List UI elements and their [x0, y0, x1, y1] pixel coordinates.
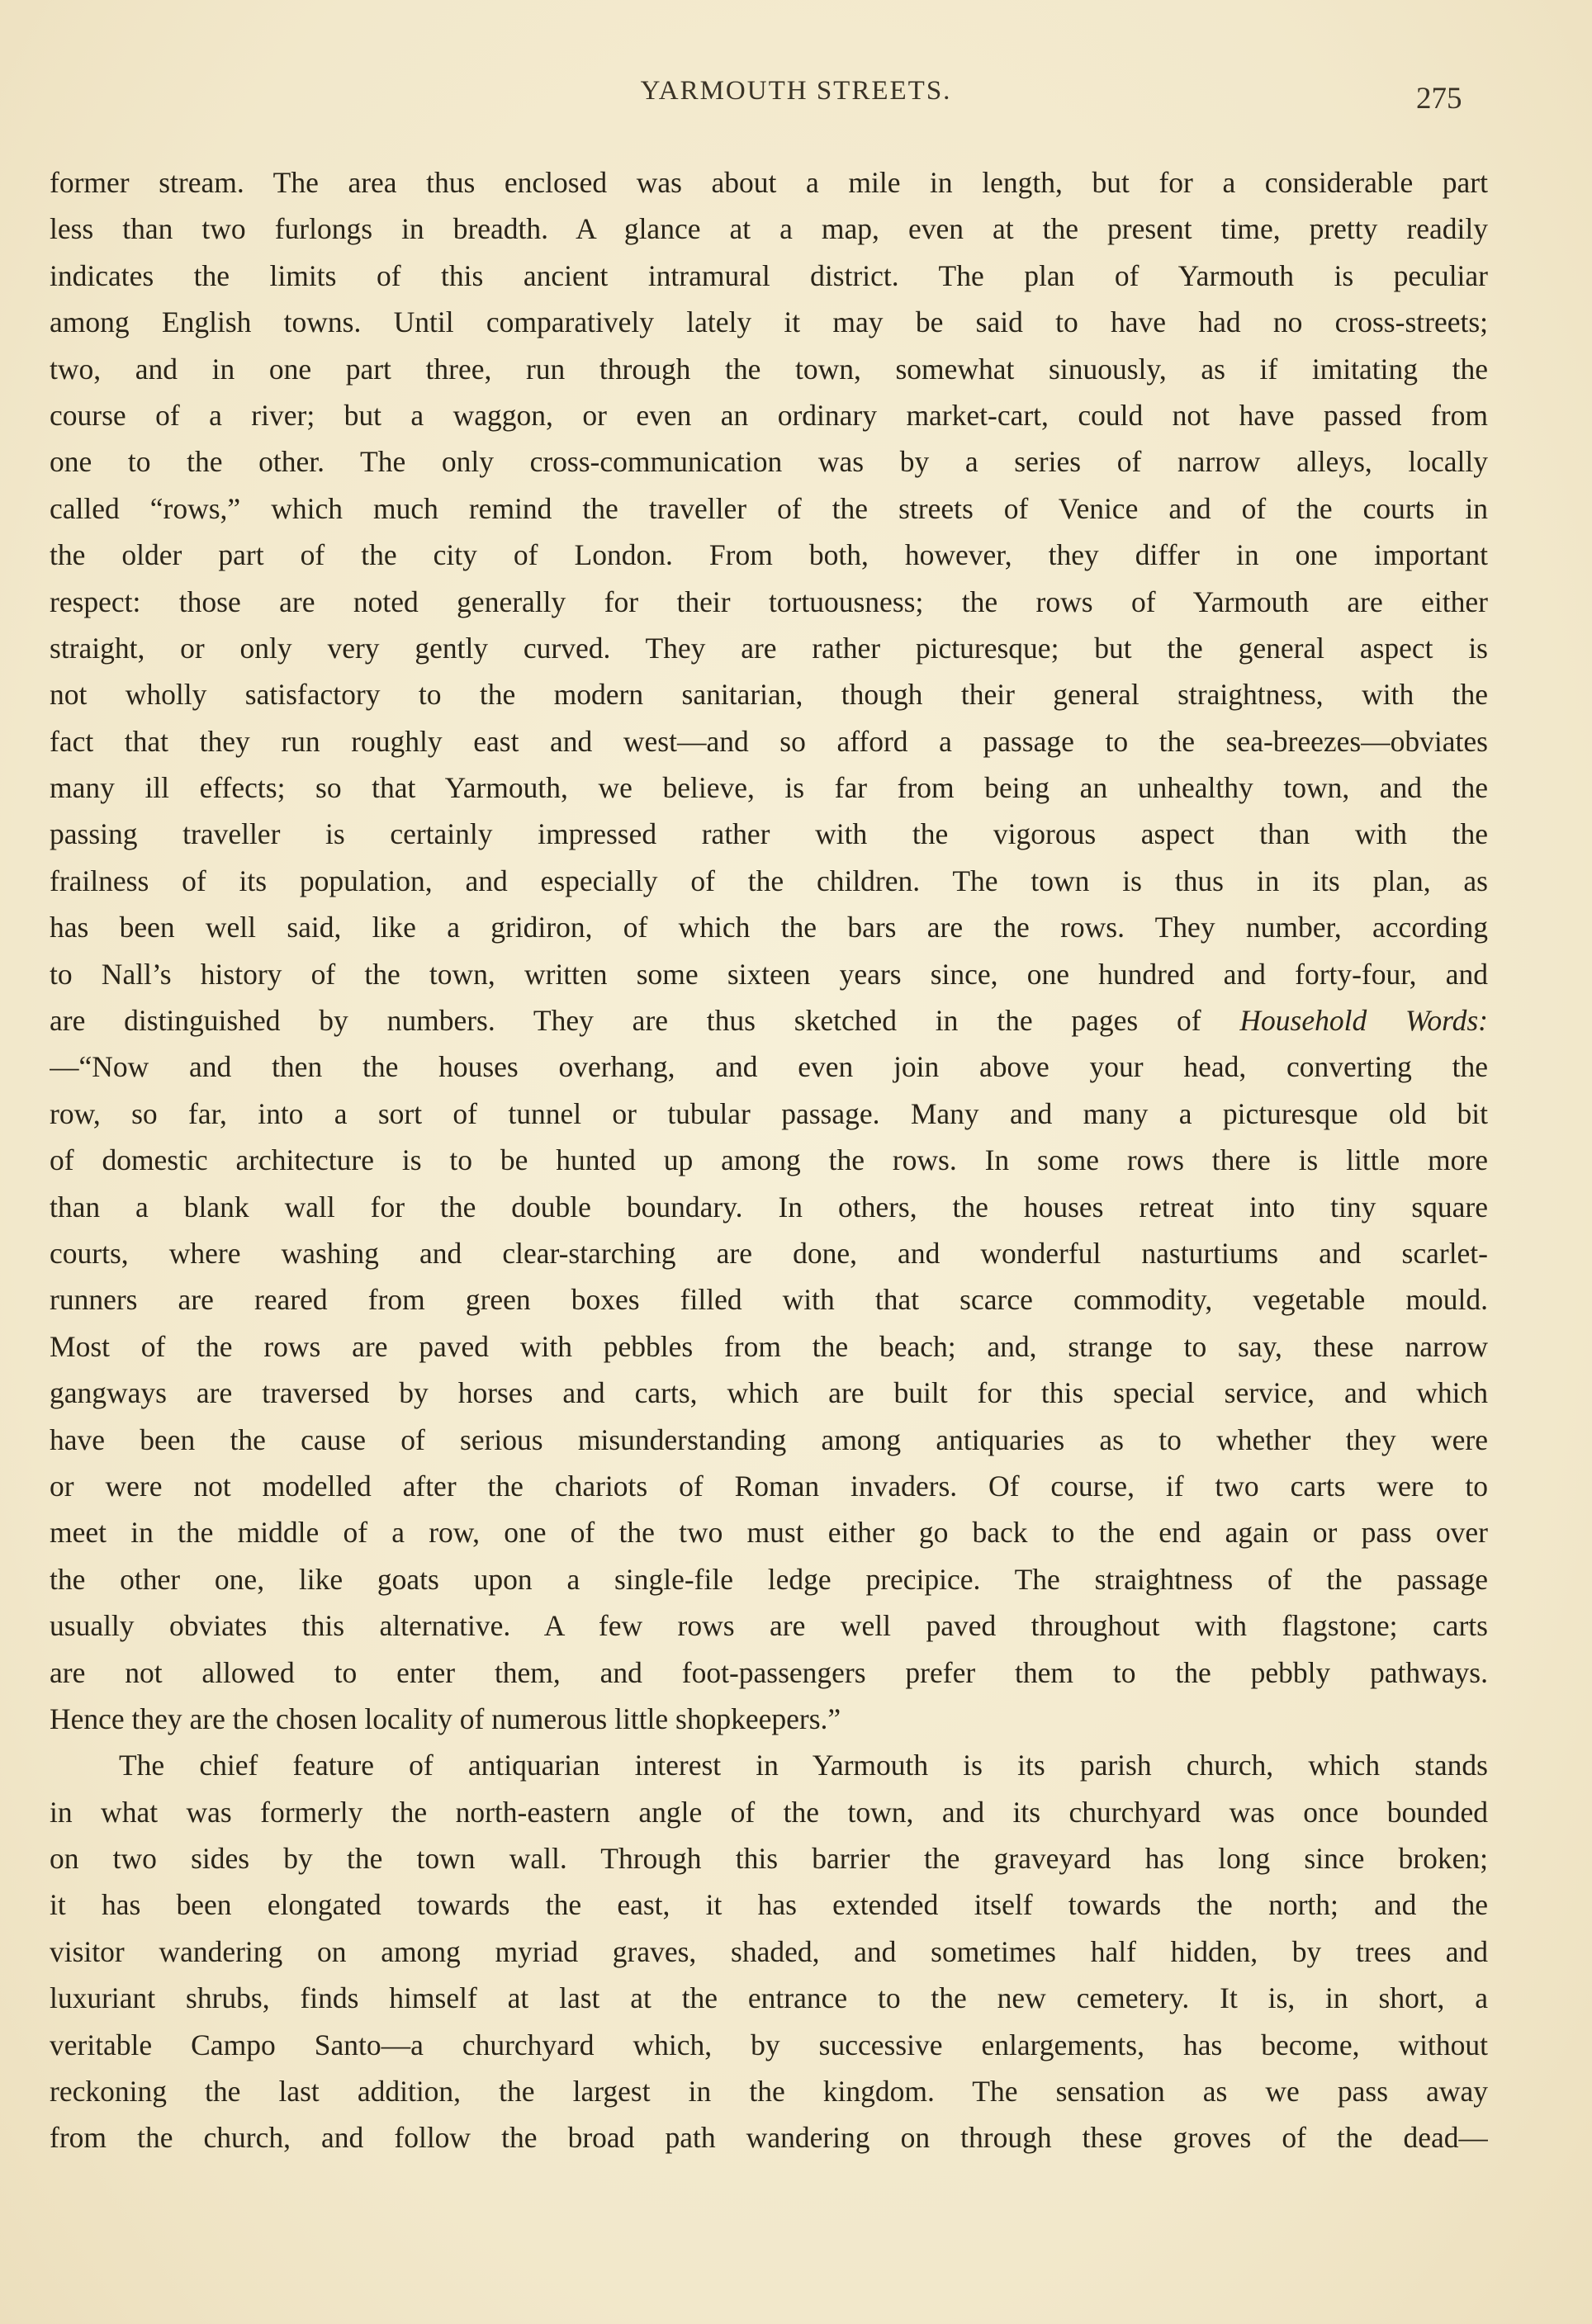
text-line: passing traveller is certainly impressed rather with the vigorous aspect than with the	[50, 817, 1488, 851]
running-title: YARMOUTH STREETS.	[640, 76, 952, 106]
text-line: Hence they are the chosen locality of numerous little shopkeepers.”	[50, 1702, 841, 1735]
body-text	[50, 159, 1488, 2161]
text-line: courts, where washing and clear-starching are done, and wonderful nasturtiums and scarlet-	[50, 1236, 1488, 1270]
text-line: The chief feature of antiquarian interest in Yarmouth is its parish church, which stands	[119, 1749, 1488, 1782]
text-line-with-italic	[50, 997, 1488, 1044]
text-line: it has been elongated towards the east, it has extended itself towards the north; and the	[50, 1888, 1488, 1922]
text-line: two, and in one part three, run through the town, somewhat sinuously, as if imitating the	[50, 352, 1488, 386]
italic-title: Household Words:	[1239, 1004, 1488, 1038]
running-head	[0, 76, 1592, 117]
text-line: reckoning the last addition, the largest in the kingdom. The sensation as we pass away	[50, 2075, 1488, 2109]
text-line: are not allowed to enter them, and foot-passengers prefer them to the pebbly pathways.	[50, 1655, 1488, 1689]
text-line: of domestic architecture is to be hunted up among the rows. In some rows there is little more	[50, 1143, 1488, 1177]
text-line: gangways are traversed by horses and carts, which are built for this special service, and which	[50, 1376, 1488, 1410]
text-line: called “rows,” which much remind the traveller of the streets of Venice and of the courts in	[50, 491, 1488, 525]
text-line: respect: those are noted generally for their tortuousness; the rows of Yarmouth are either	[50, 585, 1488, 618]
text-line: one to the other. The only cross-communication was by a series of narrow alleys, locally	[50, 445, 1488, 479]
text-line: luxuriant shrubs, finds himself at last at the entrance to the new cemetery. It is, in short, a	[50, 1981, 1488, 2015]
text-line: fact that they run roughly east and west—and so afford a passage to the sea-breezes—obviates	[50, 724, 1488, 758]
page-number: 275	[1416, 82, 1462, 116]
text-line: course of a river; but a waggon, or even an ordinary market-cart, could not have passed from	[50, 398, 1488, 432]
text-line: veritable Campo Santo—a churchyard which, by successive enlargements, has become, without	[50, 2028, 1488, 2061]
text-line: indicates the limits of this ancient intramural district. The plan of Yarmouth is peculiar	[50, 258, 1488, 292]
text-span: are distinguished by numbers. They are thus sketched in the pages of	[50, 1004, 1240, 1038]
text-line: straight, or only very gently curved. They are rather picturesque; but the general aspect is	[50, 631, 1488, 665]
text-line: on two sides by the town wall. Through this barrier the graveyard has long since broken;	[50, 1842, 1488, 1876]
text-line: among English towns. Until comparatively lately it may be said to have had no cross-streets;	[50, 305, 1488, 339]
text-line: not wholly satisfactory to the modern sanitarian, though their general straightness, with the	[50, 678, 1488, 712]
text-line: —“Now and then the houses overhang, and even join above your head, converting the	[50, 1050, 1488, 1084]
text-line: or were not modelled after the chariots of Roman invaders. Of course, if two carts were to	[50, 1469, 1488, 1503]
text-line: from the church, and follow the broad path wandering on through these groves of the dead—	[50, 2121, 1488, 2155]
text-line: than a blank wall for the double boundary. In others, the houses retreat into tiny square	[50, 1190, 1488, 1224]
text-line: to Nall’s history of the town, written some sixteen years since, one hundred and forty-four, and	[50, 957, 1488, 991]
text-line: visitor wandering on among myriad graves, shaded, and sometimes half hidden, by trees and	[50, 1934, 1488, 1968]
text-line: many ill effects; so that Yarmouth, we believe, is far from being an unhealthy town, and the	[50, 771, 1488, 805]
text-line: runners are reared from green boxes filled with that scarce commodity, vegetable mould.	[50, 1283, 1488, 1317]
text-line: row, so far, into a sort of tunnel or tubular passage. Many and many a picturesque old bit	[50, 1096, 1488, 1130]
text-line: usually obviates this alternative. A few rows are well paved throughout with flagstone; carts	[50, 1609, 1488, 1643]
text-line: the other one, like goats upon a single-file ledge precipice. The straightness of the passage	[50, 1562, 1488, 1596]
text-line: less than two furlongs in breadth. A glance at a map, even at the present time, pretty readily	[50, 212, 1488, 246]
text-line: meet in the middle of a row, one of the two must either go back to the end again or pass over	[50, 1516, 1488, 1550]
text-line: frailness of its population, and especially of the children. The town is thus in its plan, as	[50, 864, 1488, 897]
text-line: Most of the rows are paved with pebbles from the beach; and, strange to say, these narrow	[50, 1329, 1488, 1363]
text-line: has been well said, like a gridiron, of which the bars are the rows. They number, according	[50, 911, 1488, 944]
text-line: have been the cause of serious misunderstanding among antiquaries as to whether they were	[50, 1422, 1488, 1456]
text-line: former stream. The area thus enclosed was about a mile in length, but for a considerable part	[50, 166, 1488, 199]
text-line: in what was formerly the north-eastern angle of the town, and its churchyard was once bounded	[50, 1795, 1488, 1829]
text-line: the older part of the city of London. From both, however, they differ in one important	[50, 538, 1488, 572]
